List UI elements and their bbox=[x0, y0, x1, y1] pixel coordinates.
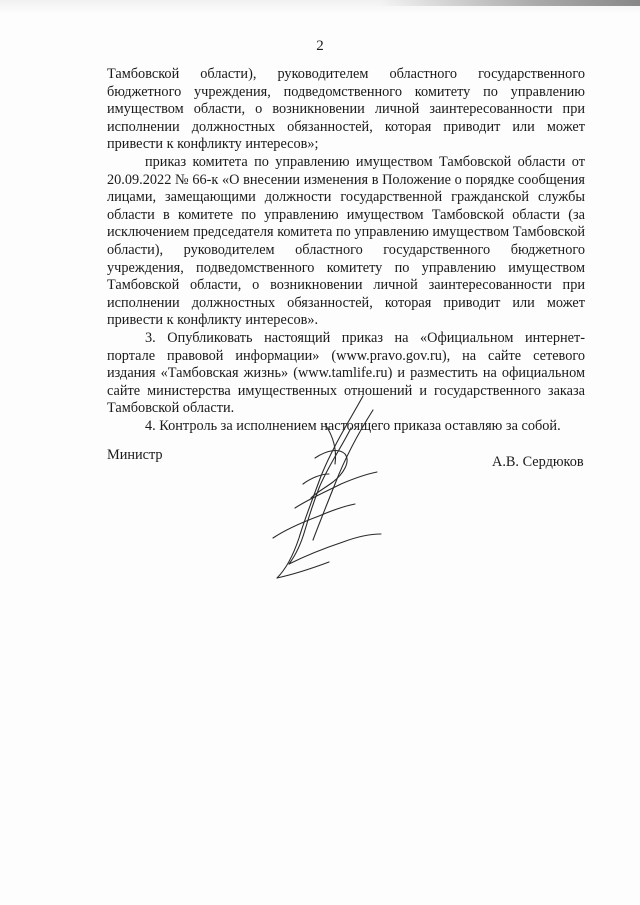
page-number: 2 bbox=[316, 38, 324, 54]
paragraph-item-4: 4. Контроль за исполнением настоящего приказа оставляю за собой. bbox=[145, 417, 561, 434]
paragraph-item-3: 3. Опубликовать настоящий приказ на «Официальном интернет-портале правовой информации» (www.pravo.gov.ru), на сайте сетевого издания «Тамбовская жизнь» (www.tamlife.ru) и разместить на официальном сайте министерства имущественных отношений и государственного заказа Тамбовской области. bbox=[107, 329, 585, 417]
scan-shadow-corner bbox=[380, 0, 640, 6]
document-body bbox=[107, 66, 585, 435]
paragraph-order-66k: приказ комитета по управлению имуществом Тамбовской области от 20.09.2022 № 66-к «О внесении изменения в Положение о порядке сообщения лицами, замещающими должности государственной гражданской службы области в комитете по управлению имуществом Тамбовской области (за исключением председателя комитета по управлению имуществом Тамбовской области), руководителем областного государственного бюджетного учреждения, подведомственного комитету по управлению имуществом Тамбовской области, о возникновении личной заинтересованности при исполнении должностных обязанностей, которая приводит или может привести к конфликту интересов». bbox=[107, 153, 585, 329]
handwritten-signature bbox=[255, 388, 395, 588]
signatory-name: А.В. Сердюков bbox=[492, 454, 584, 470]
signatory-title: Министр bbox=[107, 447, 163, 463]
paragraph-continuation: Тамбовской области), руководителем областного государственного бюджетного учреждения, подведомственного комитету по управлению имуществом области, о возникновении личной заинтересованности при исполнении должностных обязанностей, которая приводит или может привести к конфликту интересов»; bbox=[107, 66, 585, 153]
